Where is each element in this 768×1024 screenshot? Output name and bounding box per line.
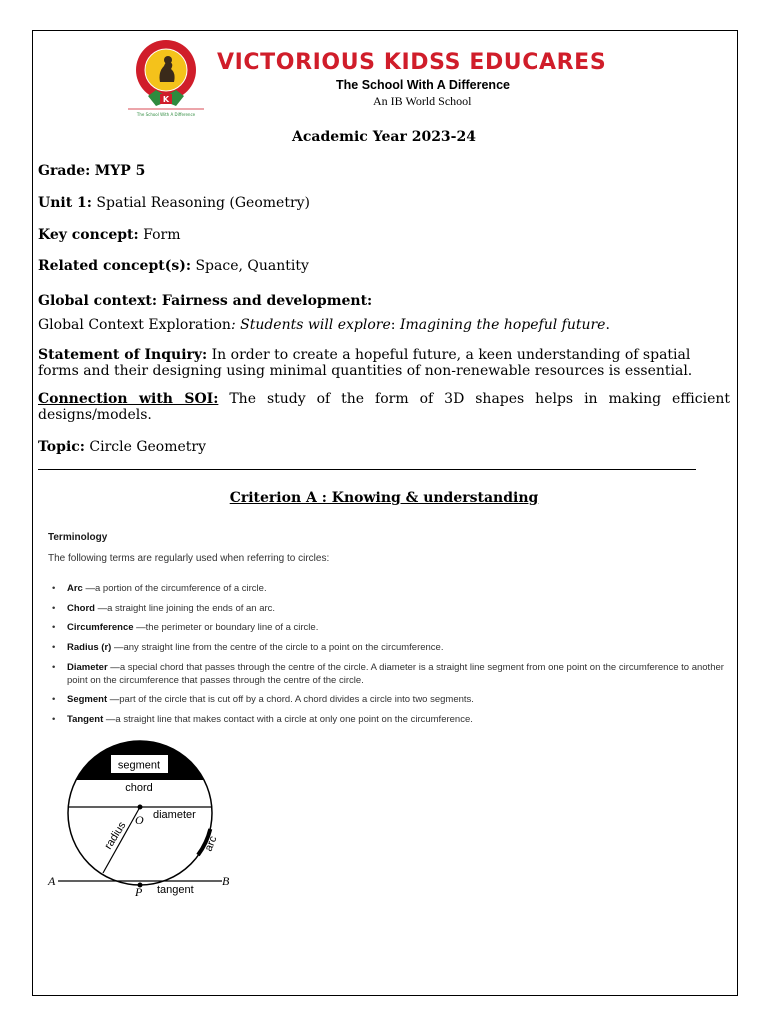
list-item — [52, 621, 742, 634]
gc-exploration-line — [38, 317, 610, 333]
a-label: A — [48, 874, 56, 888]
svg-text:The School With A Difference: The School With A Difference — [136, 112, 196, 117]
connection-text: The study of the form of 3D shapes helps in making efficient designs/models. — [38, 391, 730, 423]
term-name: Diameter — — [67, 662, 120, 673]
terminology-title: Terminology — [48, 532, 108, 543]
gc-exploration-period: . — [605, 317, 610, 333]
circle-diagram — [40, 740, 250, 900]
svg-text:K: K — [162, 95, 170, 104]
related-concepts-label: Related concept(s): — [38, 258, 191, 274]
term-definition: a portion of the circumference of a circle. — [94, 583, 267, 594]
grade-label: Grade: — [38, 163, 91, 179]
grade-value: MYP 5 — [94, 163, 146, 179]
gc-exploration-colon: : — [390, 317, 400, 333]
segment-label: segment — [117, 759, 161, 772]
unit-value: Spatial Reasoning (Geometry) — [96, 195, 311, 211]
list-item — [52, 641, 742, 654]
related-concepts-value: Space, Quantity — [195, 258, 309, 274]
gc-exploration-end: Imagining the hopeful future — [399, 317, 606, 333]
terminology-intro: The following terms are regularly used when referring to circles: — [48, 553, 330, 564]
radius-label: radius — [102, 819, 129, 852]
school-logo — [124, 38, 208, 118]
p-label: P — [135, 885, 143, 899]
list-item — [52, 582, 742, 595]
topic-line — [38, 439, 206, 455]
term-name: Arc — — [67, 583, 95, 594]
statement-of-inquiry — [38, 347, 730, 379]
global-context-label: Global context: Fairness and development: — [38, 293, 373, 309]
global-context-line — [38, 293, 372, 309]
grade-line — [38, 163, 145, 179]
term-definition: a straight line that makes contact with a circle at only one point on the circumference. — [115, 714, 473, 726]
b-label: B — [222, 874, 230, 888]
list-item — [52, 661, 742, 687]
term-name: Radius (r) — — [67, 642, 123, 653]
list-item — [52, 602, 742, 615]
connection-label: Connection with SOI: — [38, 391, 219, 407]
term-name: Segment — — [67, 694, 119, 705]
criterion-heading: Criterion A : Knowing & understanding — [229, 490, 539, 506]
term-definition: part of the circle that is cut off by a chord. A chord divides a circle into two segments. — [119, 694, 474, 706]
ib-world-school: An IB World School — [373, 94, 472, 108]
unit-label: Unit 1: — [38, 195, 92, 211]
arc-label: arc — [202, 834, 220, 854]
term-definition: a special chord that passes through the centre of the circle. A diameter is a straight line segment from one point on the circumference to another point on the circumference that passes through the centre of the circle. — [67, 661, 724, 686]
term-definition: the perimeter or boundary line of a circle. — [145, 622, 319, 634]
soi-label: Statement of Inquiry: — [38, 347, 208, 363]
school-name: VICTORIOUS KIDSS EDUCARES — [217, 50, 607, 75]
key-concept-value: Form — [143, 227, 181, 243]
term-name: Circumference — — [67, 622, 146, 633]
tangent-label: tangent — [157, 884, 194, 896]
unit-line — [38, 195, 310, 211]
gc-exploration-middle: : Students will explore — [230, 317, 391, 333]
topic-value: Circle Geometry — [89, 439, 207, 455]
list-item — [52, 713, 742, 726]
related-concepts-line — [38, 258, 309, 274]
term-definition: any straight line from the centre of the circle to a point on the circumference. — [123, 642, 444, 654]
center-point — [138, 805, 143, 810]
term-name: Chord — — [67, 603, 107, 614]
term-name: Tangent — — [67, 714, 115, 725]
academic-year: Academic Year 2023-24 — [292, 129, 476, 145]
divider — [38, 469, 696, 470]
list-item — [52, 693, 742, 706]
center-label: O — [135, 813, 144, 827]
diameter-label: diameter — [153, 809, 196, 821]
key-concept-line — [38, 227, 181, 243]
terminology-list — [52, 582, 742, 733]
gc-exploration-prefix: Global Context Exploration — [38, 317, 231, 333]
term-definition: a straight line joining the ends of an arc. — [107, 602, 276, 614]
topic-label: Topic: — [38, 439, 85, 455]
soi-text: In order to create a hopeful future, a keen understanding of spatial forms and their designing using minimal quantities of non-renewable resources is essential. — [38, 347, 693, 379]
chord-label: chord — [125, 782, 153, 794]
school-tagline: The School With A Difference — [336, 78, 510, 92]
key-concept-label: Key concept: — [38, 227, 139, 243]
connection-with-soi — [38, 391, 730, 423]
